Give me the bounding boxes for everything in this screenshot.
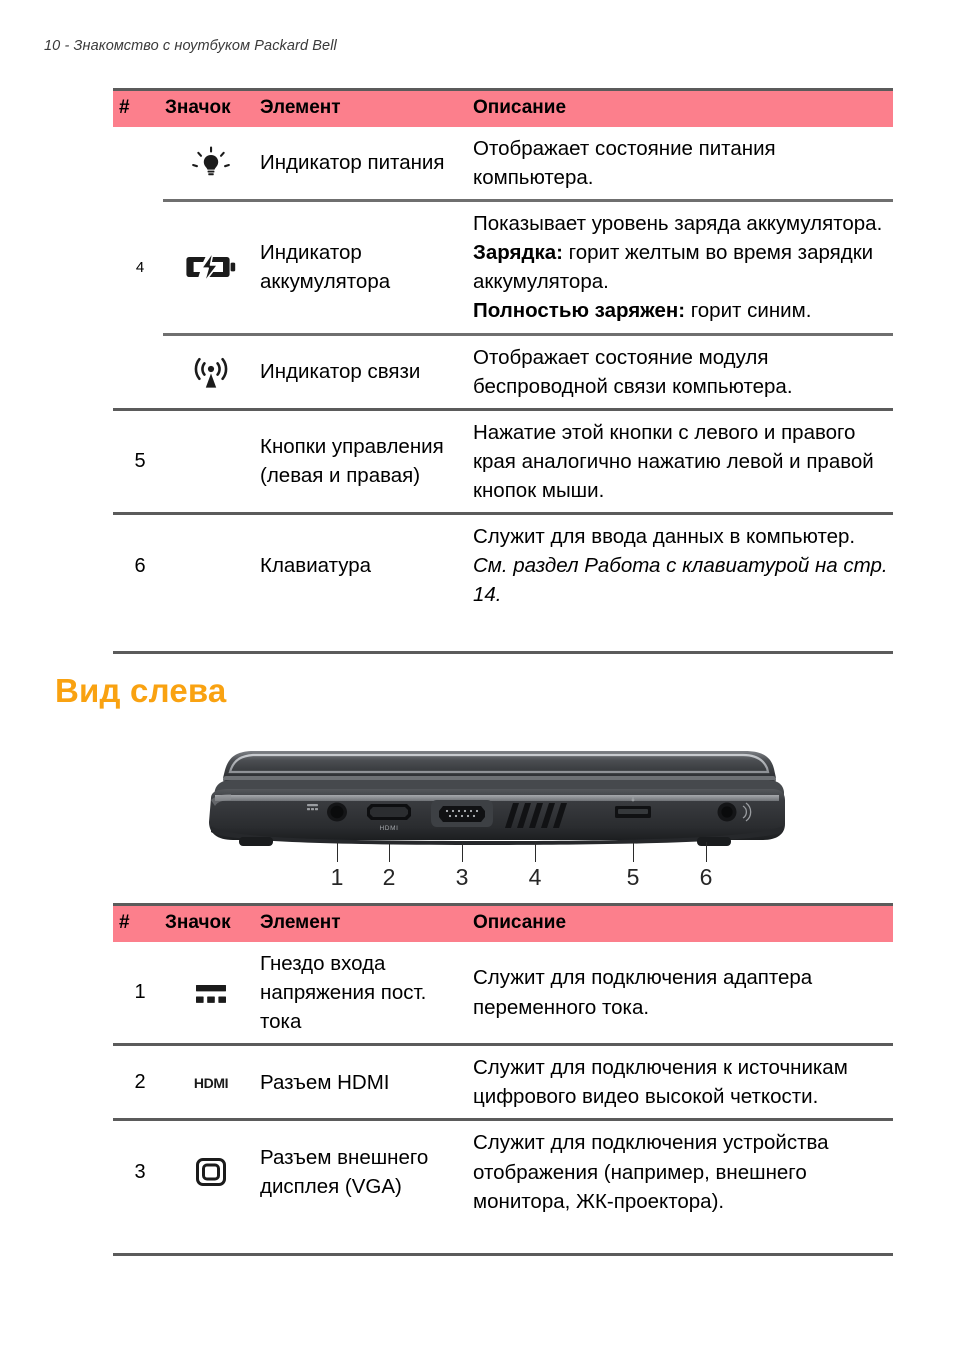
description-line: Показывает уровень заряда аккумулятора. <box>473 212 883 236</box>
callout-leader-line <box>337 842 338 862</box>
table-row <box>113 942 893 1045</box>
table-row <box>113 1120 893 1223</box>
description-text: горит синим. <box>685 299 812 323</box>
callout-leader-line <box>633 842 634 862</box>
callout-label: 2 <box>382 864 396 890</box>
icon-cell <box>163 942 258 1045</box>
element-name: Разъем внешнего дисплея (VGA) <box>258 1120 468 1223</box>
dc-in-jack-icon <box>189 978 233 1008</box>
element-name: Индикатор связи <box>258 334 468 409</box>
description-label: Полностью заряжен: <box>473 299 686 323</box>
description-line: Служит для подключения устройства отображения (например, внешнего монитора, ЖК-проектора). <box>473 1131 829 1213</box>
description-line: Служит для подключения адаптера переменного тока. <box>473 966 813 1019</box>
description-line: Отображает состояние питания компьютера. <box>473 136 776 189</box>
description-line <box>473 238 889 296</box>
description-line: Служит для подключения к источникам цифрового видео высокой четкости. <box>473 1056 848 1109</box>
element-name: Индикатор питания <box>260 151 445 175</box>
icon-cell <box>163 1045 258 1120</box>
wireless-indicator-icon <box>187 354 235 390</box>
table-header-row <box>113 90 893 127</box>
callout-2 <box>369 842 409 889</box>
icon-cell <box>163 1120 258 1223</box>
table-bottom-bottom-rule <box>113 1253 893 1256</box>
callout-leader-line <box>462 842 463 862</box>
column-header-icon: Значок <box>163 90 258 127</box>
column-header-number: # <box>113 905 163 942</box>
hdmi-icon <box>181 1072 241 1094</box>
svg-text:HDMI: HDMI <box>379 825 399 832</box>
icon-cell <box>163 334 258 409</box>
icon-cell <box>163 201 258 334</box>
table-top-bottom-rule <box>113 651 893 654</box>
row-number: 4 <box>135 258 145 276</box>
callout-leader-line <box>706 842 707 862</box>
table-row <box>113 409 893 513</box>
callout-3 <box>442 842 482 889</box>
callout-label: 5 <box>626 864 640 890</box>
element-description <box>468 1120 893 1223</box>
description-line <box>473 296 889 325</box>
cross-reference: См. раздел Работа с клавиатурой на стр. 14. <box>473 554 888 607</box>
column-header-icon: Значок <box>163 905 258 942</box>
element-name: Кнопки управления (левая и правая) <box>258 409 468 513</box>
table-row <box>113 201 893 334</box>
element-description <box>468 942 893 1045</box>
element-description <box>468 334 893 409</box>
icon-cell <box>163 409 258 513</box>
features-table-top <box>113 88 893 616</box>
external-display-vga-icon <box>191 1153 231 1191</box>
figure-callouts <box>185 842 785 890</box>
callout-leader-line <box>535 842 536 862</box>
description-line: Служит для ввода данных в компьютер. <box>473 525 856 549</box>
table-row <box>113 127 893 201</box>
description-text: горит желтым во время зарядки аккумулятора. <box>473 241 874 294</box>
column-header-description: Описание <box>468 905 893 942</box>
row-number: 5 <box>113 409 163 513</box>
callout-label: 1 <box>330 864 344 890</box>
page-running-header: 10 - Знакомство с ноутбуком Packard Bell <box>44 38 337 54</box>
icon-cell <box>163 127 258 201</box>
column-header-description: Описание <box>468 90 893 127</box>
description-line: Нажатие этой кнопки с левого и правого края аналогично нажатию левой и правой кнопок мыши. <box>473 420 874 502</box>
element-description <box>468 514 893 617</box>
icon-cell <box>163 514 258 617</box>
callout-5 <box>613 842 653 889</box>
callout-leader-line <box>389 842 390 862</box>
table-row <box>113 1045 893 1120</box>
hdmi-wordmark: HDMI <box>193 1075 228 1092</box>
table-row <box>113 334 893 409</box>
column-header-element: Элемент <box>258 905 468 942</box>
element-description <box>468 1045 893 1120</box>
element-name: Разъем HDMI <box>258 1045 468 1120</box>
column-header-element: Элемент <box>258 90 468 127</box>
element-description <box>468 201 893 334</box>
row-number: 3 <box>113 1120 163 1223</box>
element-description <box>468 409 893 513</box>
column-header-number: # <box>113 90 163 127</box>
element-name: Гнездо входа напряжения пост. тока <box>260 951 427 1034</box>
power-indicator-icon <box>191 143 231 183</box>
description-label: Зарядка: <box>473 241 563 265</box>
callout-6 <box>686 842 726 889</box>
element-description <box>468 127 893 201</box>
row-number: 2 <box>113 1045 163 1120</box>
element-name: Клавиатура <box>258 514 468 617</box>
callout-label: 6 <box>699 864 713 890</box>
row-number: 1 <box>134 981 146 1004</box>
element-name: Индикатор аккумулятора <box>258 201 468 334</box>
battery-indicator-icon <box>185 250 237 284</box>
row-number: 6 <box>113 514 163 617</box>
table-header-row <box>113 905 893 942</box>
section-heading-left-view: Вид слева <box>55 672 227 709</box>
table-row <box>113 514 893 617</box>
ports-table-bottom <box>113 903 893 1223</box>
callout-label: 3 <box>455 864 469 890</box>
callout-4 <box>515 842 555 889</box>
description-line: Отображает состояние модуля беспроводной связи компьютера. <box>473 345 793 398</box>
callout-label: 4 <box>528 864 542 890</box>
callout-1 <box>317 842 357 889</box>
